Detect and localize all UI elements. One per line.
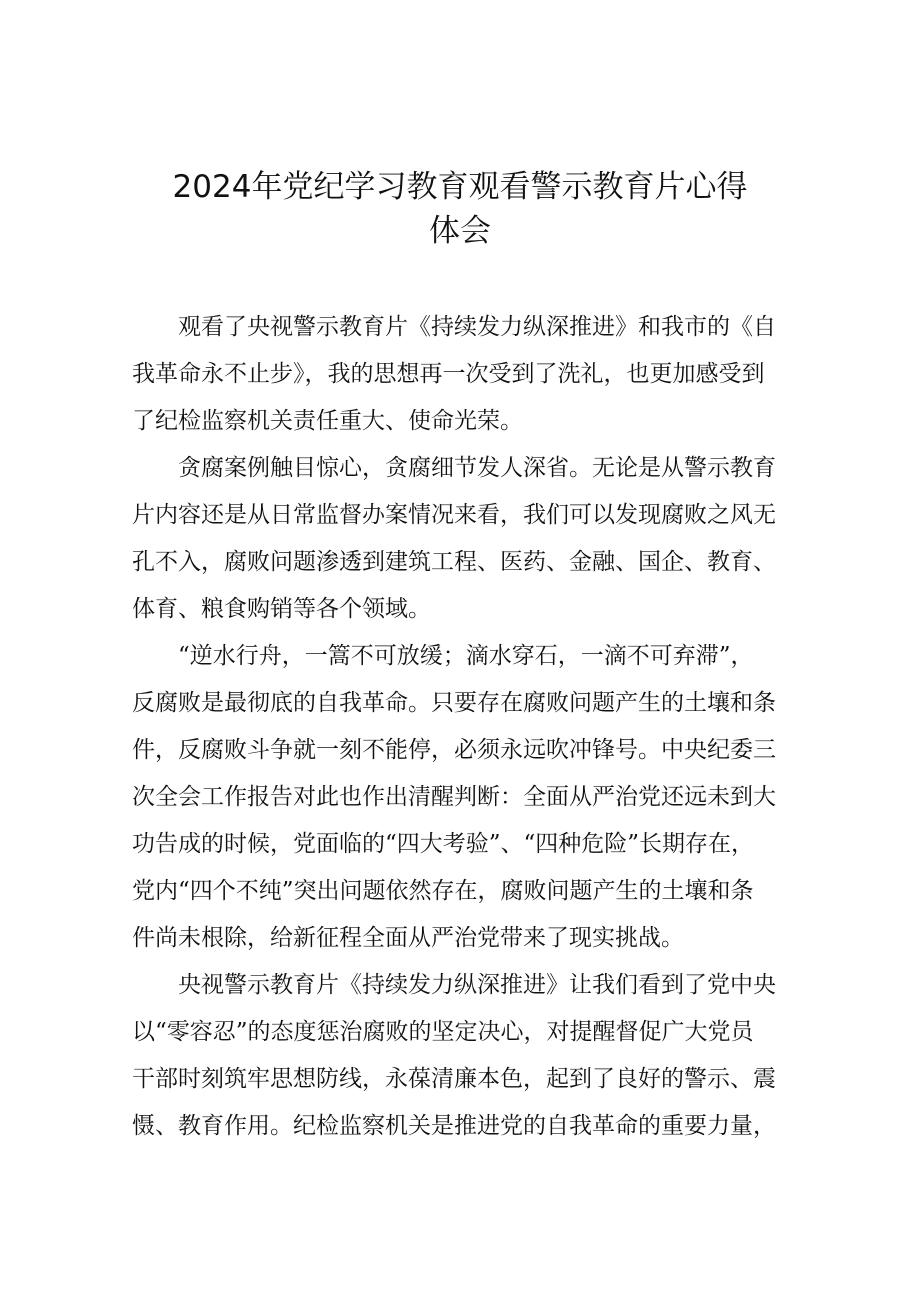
paragraph-line: 了纪检监察机关责任重大、使命光荣。 — [132, 408, 523, 434]
paragraph-line: 孔不入，腐败问题渗透到建筑工程、医药、金融、国企、教育、 — [132, 549, 776, 575]
paragraph-line: 观看了央视警示教育片《持续发力纵深推进》和我市的《自 — [178, 314, 776, 340]
paragraph-line: “逆水行舟，一篙不可放缓；滴水穿石，一滴不可弃滞”， — [178, 643, 754, 669]
title-line: 2024年党纪学习教育观看警示教育片心得 — [172, 169, 748, 205]
title-line: 体会 — [429, 213, 491, 249]
paragraph-line: 慑、教育作用。纪检监察机关是推进党的自我革命的重要力量， — [132, 1113, 776, 1139]
paragraph-line: 体育、粮食购销等各个领域。 — [132, 596, 431, 622]
paragraph-line: 次全会工作报告对此也作出清醒判断：全面从严治党还远未到大 — [132, 784, 776, 810]
paragraph-line: 党内“四个不纯”突出问题依然存在，腐败问题产生的土壤和条 — [132, 878, 754, 904]
paragraph-line: 件尚未根除，给新征程全面从严治党带来了现实挑战。 — [132, 925, 684, 951]
paragraph-line: 以“零容忍”的态度惩治腐败的坚定决心，对提醒督促广大党员 — [132, 1019, 754, 1045]
paragraph-line: 干部时刻筑牢思想防线，永葆清廉本色，起到了良好的警示、震 — [132, 1066, 776, 1092]
paragraph-3 — [132, 633, 792, 962]
paragraph-line: 片内容还是从日常监督办案情况来看，我们可以发现腐败之风无 — [132, 502, 776, 528]
paragraph-line: 央视警示教育片《持续发力纵深推进》让我们看到了党中央 — [178, 972, 776, 998]
paragraph-line: 贪腐案例触目惊心，贪腐细节发人深省。无论是从警示教育 — [178, 455, 776, 481]
paragraph-1 — [132, 304, 792, 445]
paragraph-line: 功告成的时候，党面临的“四大考验”、“四种危险”长期存在， — [132, 831, 755, 857]
paragraph-line: 反腐败是最彻底的自我革命。只要存在腐败问题产生的土壤和条 — [132, 690, 776, 716]
paragraph-line: 我革命永不止步》，我的思想再一次受到了洗礼，也更加感受到 — [132, 361, 765, 387]
paragraph-line: 件，反腐败斗争就一刻不能停，必须永远吹冲锋号。中央纪委三 — [132, 737, 776, 763]
paragraph-2 — [132, 445, 792, 633]
paragraph-4 — [132, 962, 792, 1150]
document-title — [130, 165, 790, 253]
document-body — [132, 304, 792, 1150]
